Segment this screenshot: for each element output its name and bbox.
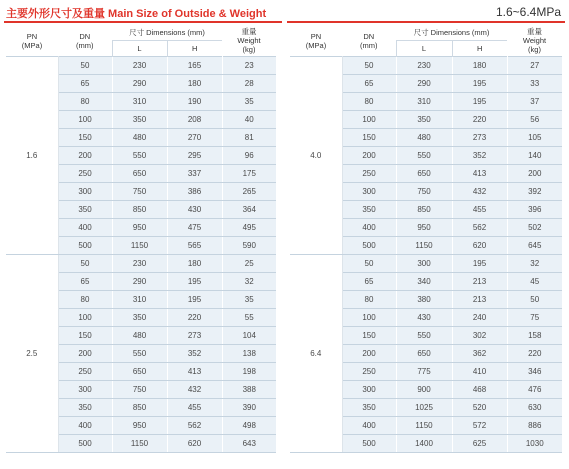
weight-cell: 104 [222,327,276,345]
weight-cell: 346 [507,363,562,381]
dn-cell: 50 [58,255,112,273]
l-cell: 550 [396,147,452,165]
weight-cell: 265 [222,183,276,201]
weight-cell: 175 [222,165,276,183]
col-header-h: H [452,41,507,57]
weight-cell: 200 [507,165,562,183]
dn-cell: 50 [342,255,396,273]
col-header-dimensions: 尺寸 Dimensions (mm) [129,28,205,37]
weight-cell: 590 [222,237,276,255]
weight-cell: 96 [222,147,276,165]
dn-cell: 350 [58,399,112,417]
dn-cell: 350 [58,201,112,219]
h-cell: 208 [167,111,222,129]
weight-cell: 23 [222,57,276,75]
h-cell: 195 [167,291,222,309]
weight-cell: 158 [507,327,562,345]
h-cell: 180 [167,255,222,273]
weight-cell: 645 [507,237,562,255]
weight-cell: 396 [507,201,562,219]
dn-cell: 80 [58,93,112,111]
dn-cell: 65 [58,75,112,93]
weight-cell: 1030 [507,435,562,453]
dn-cell: 80 [342,93,396,111]
h-cell: 220 [452,111,507,129]
l-cell: 230 [396,57,452,75]
col-header-weight: 重量 Weight (kg) [522,27,547,54]
weight-cell: 388 [222,381,276,399]
table-row [290,255,562,273]
l-cell: 1150 [112,237,167,255]
dn-cell: 250 [342,165,396,183]
l-cell: 290 [112,273,167,291]
col-header-h: H [167,41,222,57]
dn-cell: 200 [58,345,112,363]
weight-cell: 40 [222,111,276,129]
l-cell: 430 [396,309,452,327]
dn-cell: 150 [58,327,112,345]
l-cell: 290 [396,75,452,93]
h-cell: 180 [167,75,222,93]
weight-cell: 198 [222,363,276,381]
l-cell: 1150 [396,237,452,255]
dn-cell: 500 [342,237,396,255]
weight-cell: 35 [222,291,276,309]
dn-cell: 350 [342,399,396,417]
h-cell: 475 [167,219,222,237]
l-cell: 350 [396,111,452,129]
l-cell: 480 [112,327,167,345]
weight-cell: 886 [507,417,562,435]
h-cell: 352 [452,147,507,165]
h-cell: 302 [452,327,507,345]
dn-cell: 300 [342,183,396,201]
l-cell: 350 [112,309,167,327]
h-cell: 620 [452,237,507,255]
h-cell: 455 [167,399,222,417]
dn-cell: 400 [342,417,396,435]
weight-cell: 56 [507,111,562,129]
l-cell: 310 [396,93,452,111]
spec-table-right [290,25,562,453]
l-cell: 550 [396,327,452,345]
l-cell: 1025 [396,399,452,417]
dn-cell: 65 [342,75,396,93]
h-cell: 432 [167,381,222,399]
weight-cell: 33 [507,75,562,93]
h-cell: 213 [452,273,507,291]
dn-cell: 350 [342,201,396,219]
weight-cell: 392 [507,183,562,201]
dn-cell: 100 [342,309,396,327]
l-cell: 850 [112,201,167,219]
l-cell: 650 [112,165,167,183]
table-row [6,57,276,75]
l-cell: 850 [396,201,452,219]
dn-cell: 150 [58,129,112,147]
weight-cell: 495 [222,219,276,237]
h-cell: 273 [452,129,507,147]
weight-cell: 32 [507,255,562,273]
h-cell: 565 [167,237,222,255]
h-cell: 562 [452,219,507,237]
h-cell: 625 [452,435,507,453]
weight-cell: 502 [507,219,562,237]
l-cell: 950 [112,417,167,435]
dn-cell: 200 [342,147,396,165]
h-cell: 520 [452,399,507,417]
dn-cell: 250 [58,165,112,183]
dn-cell: 65 [342,273,396,291]
weight-cell: 37 [507,93,562,111]
col-header-dn: DN (mm) [360,31,378,50]
weight-cell: 28 [222,75,276,93]
dn-cell: 50 [58,57,112,75]
l-cell: 1400 [396,435,452,453]
weight-cell: 32 [222,273,276,291]
h-cell: 220 [167,309,222,327]
pn-cell: 4.0 [290,57,342,255]
table-row [290,57,562,75]
h-cell: 352 [167,345,222,363]
dn-cell: 80 [58,291,112,309]
l-cell: 380 [396,291,452,309]
col-header-dn: DN (mm) [76,31,94,50]
weight-cell: 138 [222,345,276,363]
l-cell: 300 [396,255,452,273]
h-cell: 273 [167,327,222,345]
l-cell: 340 [396,273,452,291]
page-title: 主要外形尺寸及重量 Main Size of Outside & Weight [6,8,267,20]
h-cell: 432 [452,183,507,201]
dn-cell: 300 [342,381,396,399]
l-cell: 480 [396,129,452,147]
dn-cell: 150 [342,327,396,345]
l-cell: 650 [112,363,167,381]
weight-cell: 476 [507,381,562,399]
dn-cell: 200 [58,147,112,165]
h-cell: 337 [167,165,222,183]
pn-cell: 6.4 [290,255,342,453]
l-cell: 230 [112,57,167,75]
weight-cell: 45 [507,273,562,291]
l-cell: 775 [396,363,452,381]
title-rule-left [4,21,282,23]
l-cell: 1150 [112,435,167,453]
h-cell: 195 [452,75,507,93]
h-cell: 410 [452,363,507,381]
l-cell: 550 [112,345,167,363]
weight-cell: 105 [507,129,562,147]
l-cell: 950 [112,219,167,237]
h-cell: 295 [167,147,222,165]
dn-cell: 300 [58,381,112,399]
col-header-l: L [396,41,452,57]
col-header-l: L [112,41,167,57]
l-cell: 950 [396,219,452,237]
l-cell: 290 [112,75,167,93]
l-cell: 480 [112,129,167,147]
weight-cell: 27 [507,57,562,75]
h-cell: 195 [167,273,222,291]
l-cell: 230 [112,255,167,273]
dn-cell: 200 [342,345,396,363]
l-cell: 550 [112,147,167,165]
dn-cell: 300 [58,183,112,201]
dn-cell: 100 [342,111,396,129]
h-cell: 213 [452,291,507,309]
l-cell: 750 [112,381,167,399]
dn-cell: 150 [342,129,396,147]
h-cell: 240 [452,309,507,327]
dn-cell: 250 [342,363,396,381]
h-cell: 190 [167,93,222,111]
weight-cell: 140 [507,147,562,165]
h-cell: 165 [167,57,222,75]
h-cell: 620 [167,435,222,453]
l-cell: 750 [112,183,167,201]
dn-cell: 100 [58,309,112,327]
weight-cell: 364 [222,201,276,219]
col-header-pn: PN (MPa) [21,31,43,50]
h-cell: 572 [452,417,507,435]
dn-cell: 100 [58,111,112,129]
pressure-range: 1.6~6.4MPa [495,5,561,19]
h-cell: 195 [452,93,507,111]
l-cell: 650 [396,165,452,183]
weight-cell: 390 [222,399,276,417]
page-header [6,5,563,21]
dn-cell: 400 [342,219,396,237]
col-header-pn: PN (MPa) [305,31,327,50]
dn-cell: 400 [58,219,112,237]
l-cell: 850 [112,399,167,417]
h-cell: 413 [167,363,222,381]
l-cell: 750 [396,183,452,201]
l-cell: 310 [112,93,167,111]
col-header-dimensions: 尺寸 Dimensions (mm) [413,28,490,37]
l-cell: 310 [112,291,167,309]
weight-cell: 50 [507,291,562,309]
h-cell: 386 [167,183,222,201]
pn-cell: 1.6 [6,57,58,255]
title-rule-right [287,21,565,23]
h-cell: 195 [452,255,507,273]
weight-cell: 75 [507,309,562,327]
weight-cell: 25 [222,255,276,273]
h-cell: 180 [452,57,507,75]
spec-table-left [6,25,276,453]
weight-cell: 498 [222,417,276,435]
weight-cell: 35 [222,93,276,111]
weight-cell: 643 [222,435,276,453]
l-cell: 650 [396,345,452,363]
h-cell: 413 [452,165,507,183]
dn-cell: 65 [58,273,112,291]
dn-cell: 500 [58,435,112,453]
l-cell: 900 [396,381,452,399]
weight-cell: 81 [222,129,276,147]
pn-cell: 2.5 [6,255,58,453]
dn-cell: 80 [342,291,396,309]
h-cell: 362 [452,345,507,363]
weight-cell: 630 [507,399,562,417]
h-cell: 455 [452,201,507,219]
l-cell: 350 [112,111,167,129]
weight-cell: 220 [507,345,562,363]
weight-cell: 55 [222,309,276,327]
dn-cell: 500 [58,237,112,255]
dn-cell: 50 [342,57,396,75]
dn-cell: 500 [342,435,396,453]
h-cell: 562 [167,417,222,435]
h-cell: 270 [167,129,222,147]
l-cell: 1150 [396,417,452,435]
h-cell: 430 [167,201,222,219]
table-row [6,255,276,273]
col-header-weight: 重量 Weight (kg) [237,27,261,54]
h-cell: 468 [452,381,507,399]
dn-cell: 400 [58,417,112,435]
dn-cell: 250 [58,363,112,381]
